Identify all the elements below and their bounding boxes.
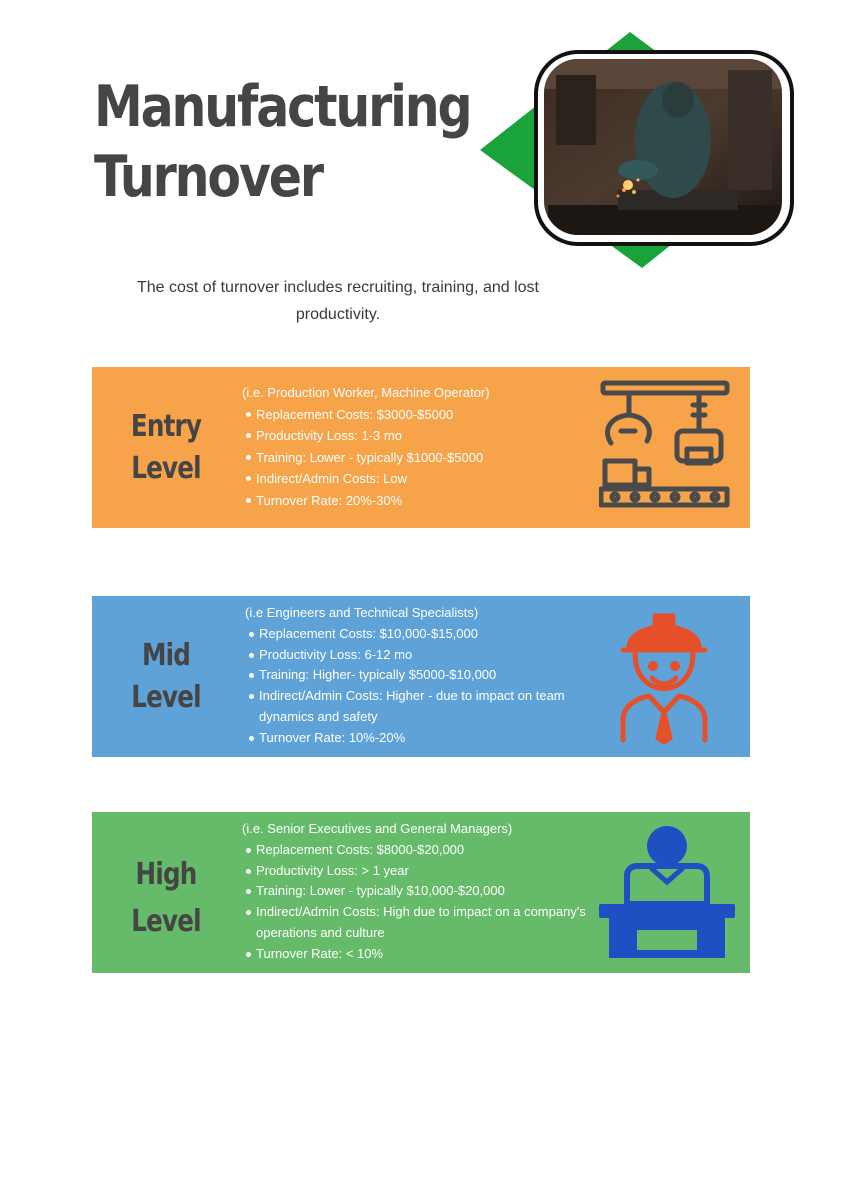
title-line-2: Turnover	[94, 144, 322, 210]
bullet-productivity-loss: Productivity Loss: 6-12 mo	[245, 645, 605, 666]
tier-heading	[123, 635, 208, 719]
tier-bullet-list	[242, 404, 602, 512]
bullet-replacement-costs: Replacement Costs: $8000-$20,000	[242, 840, 602, 861]
bullet-turnover-rate: Turnover Rate: < 10%	[242, 944, 602, 965]
mid-level-card	[92, 596, 750, 757]
tier-bullet-list	[245, 624, 605, 749]
bullet-indirect-admin-costs: Indirect/Admin Costs: Higher - due to impact on team dynamics and safety	[245, 686, 605, 728]
tier-heading-line-2: Level	[131, 680, 201, 715]
bullet-replacement-costs: Replacement Costs: $10,000-$15,000	[245, 624, 605, 645]
bullet-indirect-admin-costs: Indirect/Admin Costs: Low	[242, 468, 602, 490]
tier-heading-line-1: Mid	[141, 638, 191, 673]
bullet-turnover-rate: Turnover Rate: 10%-20%	[245, 728, 605, 749]
hero-welder-photo	[478, 30, 798, 270]
executive-at-desk-icon	[599, 826, 739, 966]
title-line-1: Manufacturing	[94, 74, 471, 140]
tier-heading	[123, 851, 208, 945]
bullet-productivity-loss: Productivity Loss: > 1 year	[242, 861, 602, 882]
bullet-replacement-costs: Replacement Costs: $3000-$5000	[242, 404, 602, 426]
tier-bullet-list	[242, 840, 602, 965]
tier-heading-line-1: High	[135, 857, 197, 892]
page-title	[94, 72, 470, 212]
tier-examples: (i.e. Production Worker, Machine Operator)	[242, 385, 490, 400]
bullet-turnover-rate: Turnover Rate: 20%-30%	[242, 490, 602, 512]
bullet-productivity-loss: Productivity Loss: 1-3 mo	[242, 425, 602, 447]
engineer-hard-hat-icon	[619, 608, 709, 744]
tier-heading-line-2: Level	[131, 451, 201, 486]
high-level-card	[92, 812, 750, 973]
tier-examples: (i.e Engineers and Technical Specialists)	[245, 605, 479, 620]
tier-details	[242, 819, 602, 965]
bullet-training: Training: Lower - typically $1000-$5000	[242, 447, 602, 469]
tier-heading-line-2: Level	[131, 904, 201, 939]
intro-text: The cost of turnover includes recruiting, training, and lost productivity.	[137, 279, 539, 323]
factory-robotic-arm-conveyor-icon	[599, 379, 731, 511]
bullet-indirect-admin-costs: Indirect/Admin Costs: High due to impact on a company's operations and culture	[242, 902, 602, 944]
bullet-training: Training: Lower - typically $10,000-$20,000	[242, 881, 602, 902]
tier-details	[242, 382, 602, 511]
tier-heading-line-1: Entry	[130, 409, 202, 444]
bullet-training: Training: Higher- typically $5000-$10,000	[245, 665, 605, 686]
tier-heading	[123, 406, 208, 490]
tier-details	[245, 603, 605, 749]
entry-level-card	[92, 367, 750, 528]
tier-examples: (i.e. Senior Executives and General Managers)	[242, 821, 513, 836]
